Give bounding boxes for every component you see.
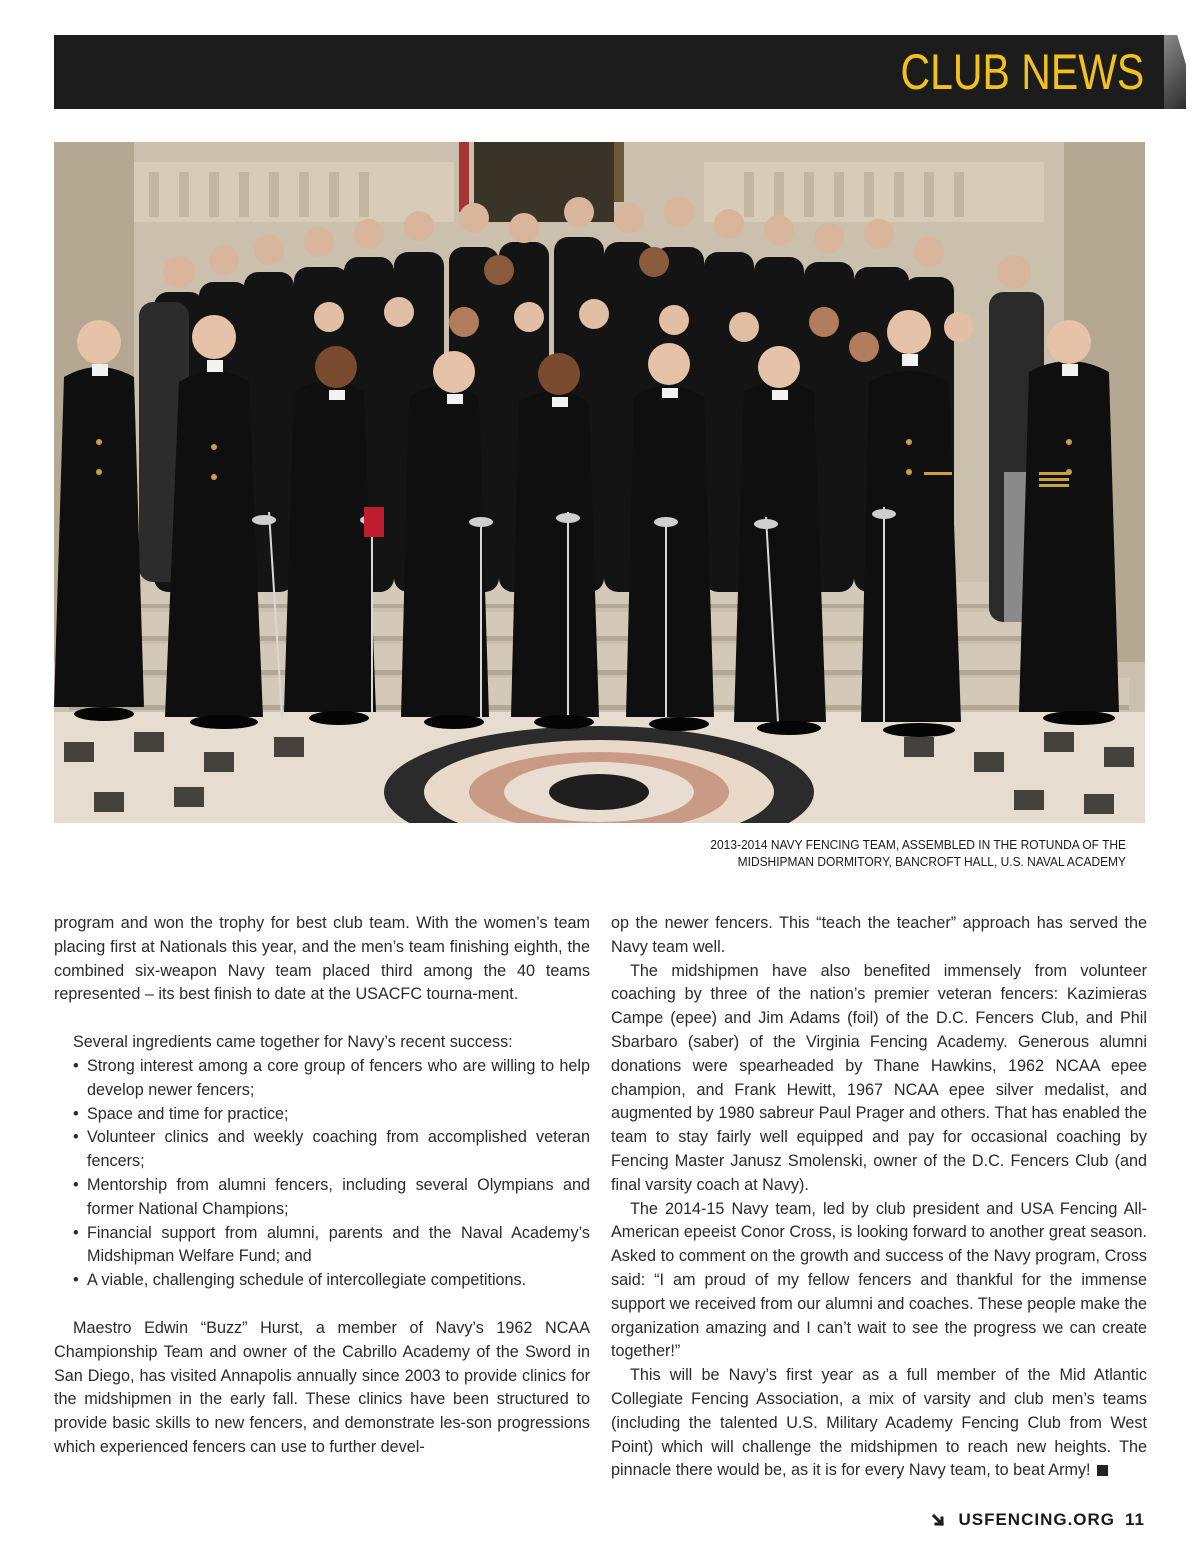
final-paragraph-text: This will be Navy’s first year as a full member of the Mid Atlantic Collegiate Fencing Association, a mix of varsity and club men’s teams (including the talented U.S. Military Academy Fencing Club from West Point) which will challenge the midshipmen to reach new heights. The pinnacle there would be, as it is for every Navy team, to beat Army! xyxy=(611,1366,1147,1480)
page-footer xyxy=(932,1510,1145,1530)
page-number: 11 xyxy=(1125,1510,1145,1529)
article-paragraph: Maestro Edwin “Buzz” Hurst, a member of Navy’s 1962 NCAA Championship Team and owner of the Cabrillo Academy of the Sword in San Diego, has visited Annapolis annually since 2003 to provide clinics for the midshipmen in the early fall. These clinics have been structured to provide basic skills to new fencers, and demonstrate les-son progressions which experienced fencers can use to further devel- xyxy=(54,1318,590,1456)
list-item: • A viable, challenging schedule of intercollegiate competitions. xyxy=(73,1269,590,1293)
article-right-column xyxy=(611,912,1147,1483)
success-ingredients-list xyxy=(54,1055,590,1293)
team-photo-illustration xyxy=(54,142,1145,823)
banner-fold xyxy=(1164,35,1186,109)
list-item: • Mentorship from alumni fencers, including several Olympians and former National Champions; xyxy=(73,1174,590,1222)
section-title: CLUB NEWS xyxy=(900,44,1144,100)
list-item: • Space and time for practice; xyxy=(73,1103,590,1127)
list-item: • Volunteer clinics and weekly coaching from accomplished veteran fencers; xyxy=(73,1126,590,1174)
footer-site: USFENCING.ORG xyxy=(958,1510,1116,1529)
caption-line-2: MIDSHIPMAN DORMITORY, BANCROFT HALL, U.S. NAVAL ACADEMY xyxy=(737,854,1126,869)
list-item: • Financial support from alumni, parents and the Naval Academy’s Midshipman Welfare Fund; and xyxy=(73,1222,590,1270)
article-paragraph: The 2014-15 Navy team, led by club president and USA Fencing All-American epeeist Conor Cross, is looking forward to another great season. Asked to comment on the growth and success of the Navy program, Cross said: “I am proud of my fellow fencers and thankful for the immense support we received from our alumni and coaches. These people make the organization amazing and I can’t wait to see the progress we can create together!” xyxy=(611,1199,1147,1361)
article-paragraph: Several ingredients came together for Navy’s recent success: xyxy=(73,1033,513,1052)
end-of-article-icon xyxy=(1097,1465,1108,1476)
photo-caption xyxy=(648,836,1126,870)
article-paragraph-final xyxy=(611,1364,1147,1483)
article-paragraph: program and won the trophy for best club team. With the women’s team placing first at Nationals this year, and the men’s team finishing eighth, the combined six-weapon Navy team placed third among the 40 teams represented – its best finish to date at the USACFC tourna-ment. xyxy=(54,914,590,1004)
article-paragraph: The midshipmen have also benefited immensely from volunteer coaching by three of the nation’s premier veteran fencers: Kazimieras Campe (epee) and Jim Adams (foil) of the D.C. Fencers Club, and Phil Sbarbaro (saber) of the Virginia Fencing Academy. Generous alumni donations were spearheaded by Thane Hawkins, 1962 NCAA epee champion, and Frank Hewitt, 1967 NCAA epee silver medalist, and augmented by 1980 sabreur Paul Prager and others. That has enabled the team to stay fairly well equipped and pay for occasional coaching by Fencing Master Janusz Smolenski, owner of the D.C. Fencers Club (and final varsity coach at Navy). xyxy=(611,961,1147,1194)
arrow-down-right-icon xyxy=(932,1512,948,1528)
caption-line-1: 2013-2014 NAVY FENCING TEAM, ASSEMBLED IN THE ROTUNDA OF THE xyxy=(710,837,1126,852)
team-photo xyxy=(54,142,1145,823)
list-item: • Strong interest among a core group of fencers who are willing to help develop newer fencers; xyxy=(73,1055,590,1103)
article-left-column xyxy=(54,912,590,1460)
article-paragraph: op the newer fencers. This “teach the teacher” approach has served the Navy team well. xyxy=(611,914,1147,956)
